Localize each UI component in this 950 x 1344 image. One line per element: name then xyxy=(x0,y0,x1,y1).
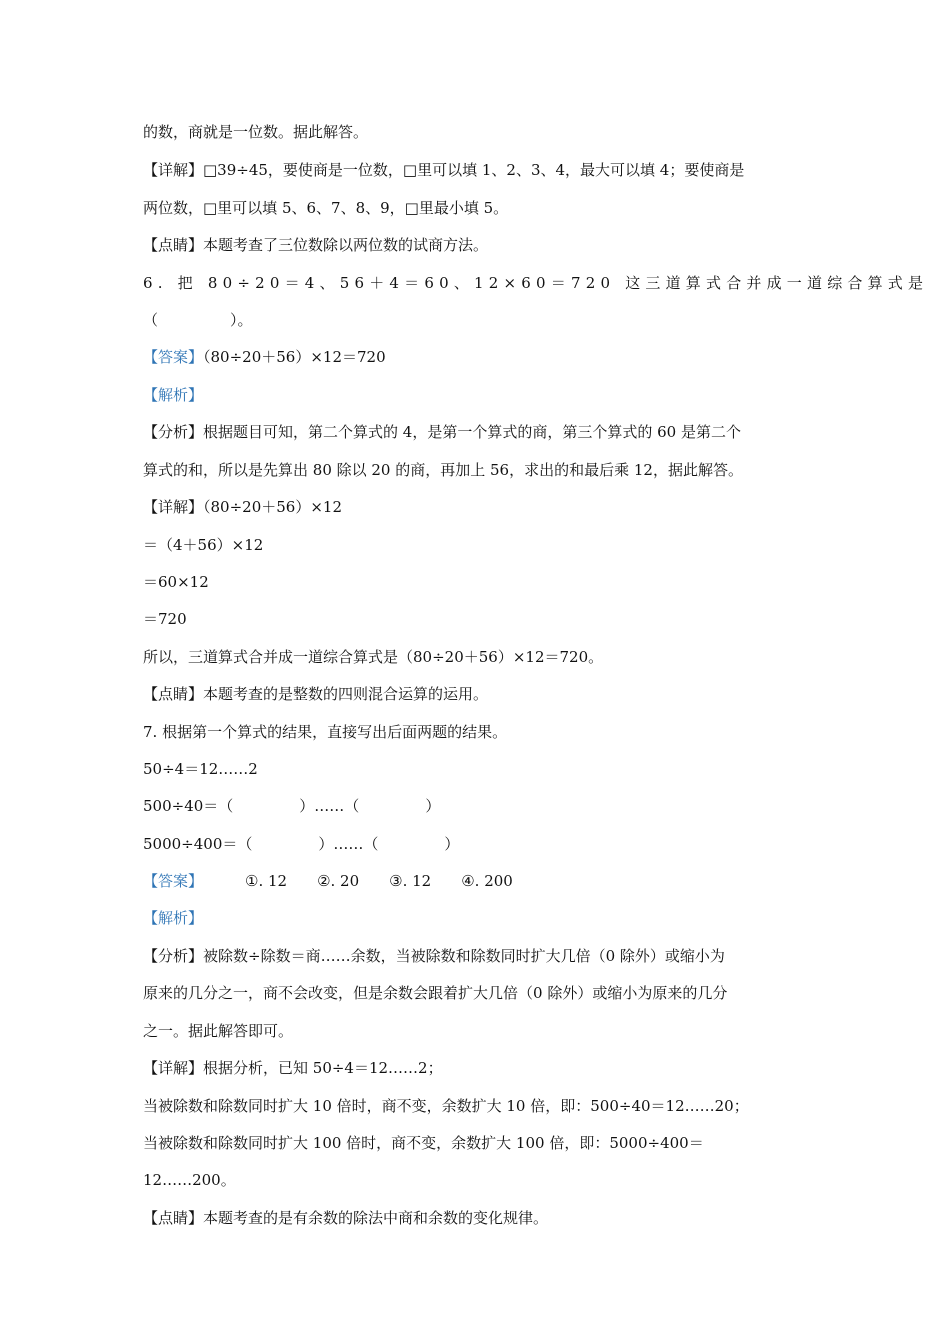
q7-detail-line-2: 当被除数和除数同时扩大 10 倍时，商不变，余数扩大 10 倍，即：500÷40＝12……20； xyxy=(143,1097,749,1115)
q6-answer-value: （80÷20＋56）×12＝720 xyxy=(203,348,386,366)
q6-blank-close: ）。 xyxy=(230,311,253,329)
q7-detail-line-1: 【详解】根据分析，已知 50÷4＝12……2； xyxy=(143,1059,443,1077)
q7-item-2-right: ） xyxy=(444,835,460,853)
q6-tip: 【点睛】本题考查的是整数的四则混合运算的运用。 xyxy=(143,685,489,703)
q6-answer xyxy=(143,347,386,367)
q6-question-line-1: 6. 把 80÷20＝4、56＋4＝60、12×60＝720 这三道算式合并成一道综合算式是 xyxy=(143,274,929,292)
q7-answer-3: ③. 12 xyxy=(389,872,432,890)
q7-item-1-mid: ）……（ xyxy=(299,797,360,815)
q7-item-1-right: ） xyxy=(425,797,441,815)
q7-explain-label: 【解析】 xyxy=(143,909,204,927)
q7-given: 50÷4＝12……2 xyxy=(143,760,258,778)
q6-detail-line-5: 所以，三道算式合并成一道综合算式是（80÷20＋56）×12＝720。 xyxy=(143,648,604,666)
q6-detail-line-2: ＝（4＋56）×12 xyxy=(143,536,264,554)
q5-detail-line-1: 【详解】□39÷45，要使商是一位数，□里可以填 1、2、3、4，最大可以填 4；要使商是 xyxy=(143,161,745,179)
q6-detail-line-3: ＝60×12 xyxy=(143,573,209,591)
q7-answer-2: ②. 20 xyxy=(317,872,360,890)
q7-detail-line-3: 当被除数和除数同时扩大 100 倍时，商不变，余数扩大 100 倍，即：5000÷400＝ xyxy=(143,1134,704,1152)
q7-detail-line-4: 12……200。 xyxy=(143,1171,236,1189)
q6-detail-line-1: 【详解】（80÷20＋56）×12 xyxy=(143,498,342,516)
q7-analysis-line-3: 之一。据此解答即可。 xyxy=(143,1022,294,1040)
q6-blank-open: （ xyxy=(143,311,159,329)
q7-answer-label: 【答案】 xyxy=(143,872,204,890)
q5-detail-line-2: 两位数，□里可以填 5、6、7、8、9，□里最小填 5。 xyxy=(143,199,509,217)
q7-item-2-mid: ）……（ xyxy=(318,835,379,853)
q5-analysis-tail: 的数，商就是一位数。据此解答。 xyxy=(143,123,369,141)
q7-item-2 xyxy=(143,834,459,854)
q6-analysis-line-1: 【分析】根据题目可知，第二个算式的 4，是第一个算式的商，第三个算式的 60 是第二个 xyxy=(143,423,741,441)
q6-analysis-line-2: 算式的和，所以是先算出 80 除以 20 的商，再加上 56，求出的和最后乘 12，据此解答。 xyxy=(143,461,743,479)
q7-item-1-left: 500÷40＝（ xyxy=(143,797,234,815)
q6-explain-label: 【解析】 xyxy=(143,386,204,404)
q7-analysis-line-2: 原来的几分之一，商不会改变，但是余数会跟着扩大几倍（0 除外）或缩小为原来的几分 xyxy=(143,984,728,1002)
q7-answer-1: ①. 12 xyxy=(245,872,288,890)
q6-answer-label: 【答案】 xyxy=(143,348,204,366)
q7-tip: 【点睛】本题考查的是有余数的除法中商和余数的变化规律。 xyxy=(143,1209,549,1227)
q7-item-2-left: 5000÷400＝（ xyxy=(143,835,253,853)
q7-item-1 xyxy=(143,796,440,816)
q7-question: 7. 根据第一个算式的结果，直接写出后面两题的结果。 xyxy=(143,723,508,741)
q5-tip: 【点睛】本题考查了三位数除以两位数的试商方法。 xyxy=(143,236,489,254)
q7-analysis-line-1: 【分析】被除数÷除数＝商……余数，当被除数和除数同时扩大几倍（0 除外）或缩小为 xyxy=(143,947,725,965)
q7-answer-4: ④. 200 xyxy=(461,872,513,890)
q6-question-line-2 xyxy=(143,310,253,330)
q6-detail-line-4: ＝720 xyxy=(143,610,187,628)
q7-answer xyxy=(143,871,543,891)
